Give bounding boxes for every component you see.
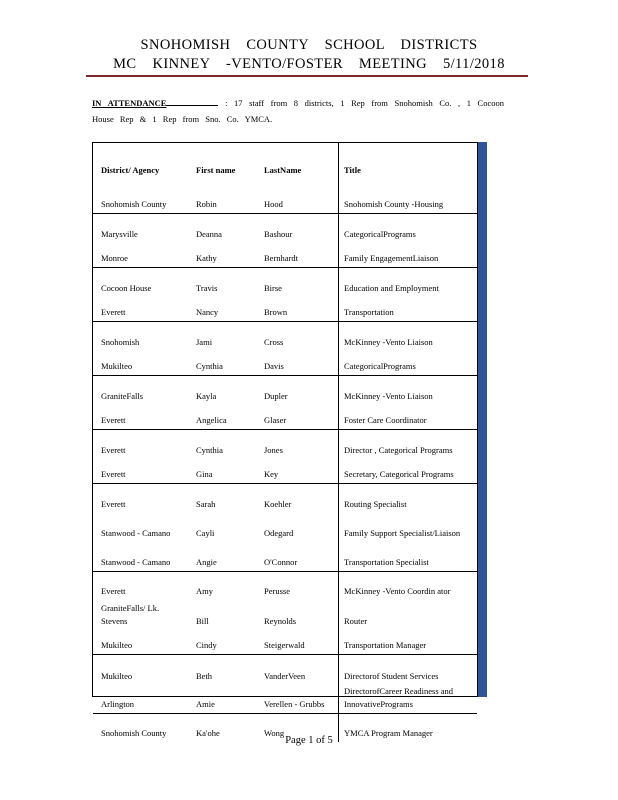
cell-first-name: Angelica	[196, 415, 227, 425]
document-title-line2: MC KINNEY -VENTO/FOSTER MEETING 5/11/2018	[113, 56, 505, 72]
cell-first-name: Deanna	[187, 214, 259, 244]
attendance-paragraph	[92, 95, 504, 127]
cell-title: McKinney -Vento Coordin ator	[339, 572, 478, 601]
cell-title: CategoricalPrograms	[339, 214, 478, 244]
cell-title: Router	[344, 616, 368, 626]
cell-district: Mukilteo	[101, 361, 133, 371]
table-row	[93, 630, 477, 655]
attendee-table-frame	[92, 142, 478, 738]
table-side-bar	[478, 142, 487, 697]
cell-last-name: Bernhardt	[259, 243, 339, 268]
cell-first-name: Cindy	[196, 640, 217, 650]
cell-first-name: Cayli	[196, 528, 215, 538]
cell-first-name: Gina	[196, 469, 213, 479]
cell-last-name: Perusse	[259, 572, 339, 601]
document-title-line1: SNOHOMISH COUNTY SCHOOL DISTRICTS	[140, 37, 478, 53]
cell-first-name: Travis	[187, 268, 259, 298]
cell-last-name: Hood	[259, 189, 339, 214]
column-header-first-name: First name	[196, 165, 236, 175]
table-row	[93, 243, 477, 268]
cell-district: Snohomish County	[101, 199, 167, 209]
cell-title: CategoricalPrograms	[344, 361, 416, 371]
cell-first-name: Bill	[196, 616, 209, 626]
table-row	[93, 600, 477, 630]
cell-district: GraniteFalls/ Lk. Stevens	[101, 603, 160, 626]
cell-last-name: Verellen - Grubbs	[259, 685, 339, 714]
cell-district: Cocoon House	[93, 268, 187, 298]
cell-title: Director , Categorical Programs	[339, 430, 478, 460]
cell-last-name: Odegard	[259, 513, 339, 542]
table-row	[93, 572, 477, 601]
cell-district: Mukilteo	[101, 640, 133, 650]
cell-district: Snohomish County	[93, 714, 187, 743]
cell-title: Transportation Specialist	[344, 557, 429, 567]
cell-last-name: Dupler	[259, 376, 339, 406]
cell-first-name: Kathy	[196, 253, 217, 263]
cell-title: Routing Specialist	[339, 484, 478, 514]
cell-first-name: Beth	[187, 655, 259, 686]
cell-first-name: Kayla	[187, 376, 259, 406]
cell-title: Secretary, Categorical Programs	[344, 469, 454, 479]
table-row	[93, 685, 477, 714]
cell-title: Family EngagementLiaison	[344, 253, 439, 263]
cell-district: Stanwood - Camano	[101, 528, 171, 538]
cell-first-name: Cynthia	[196, 361, 223, 371]
cell-last-name: Birse	[259, 268, 339, 298]
table-row	[93, 459, 477, 484]
table-row	[93, 351, 477, 376]
column-header-district: District/ Agency	[101, 165, 160, 175]
table-header-row	[93, 143, 477, 189]
cell-last-name: O'Connor	[259, 542, 339, 572]
cell-title: Transportation Manager	[344, 640, 427, 650]
cell-district: Mukilteo	[93, 655, 187, 686]
cell-district: Everett	[101, 469, 126, 479]
table-row	[93, 322, 477, 352]
cell-district: Everett	[93, 484, 187, 514]
cell-district: Stanwood - Camano	[101, 557, 171, 567]
column-header-last-name: LastName	[259, 143, 339, 189]
cell-first-name: Angie	[196, 557, 217, 567]
cell-last-name: Reynolds	[259, 600, 339, 630]
cell-first-name: Jami	[187, 322, 259, 352]
cell-first-name: Amie	[196, 699, 215, 709]
attendee-table	[93, 143, 477, 742]
attendance-text: : 17 staff from 8 districts, 1 Rep from Snohomish Co. , 1 Cocoon House Rep & 1 Rep from Sno. Co. YMCA.	[92, 98, 505, 124]
cell-title: Transportation	[344, 307, 394, 317]
title-divider	[86, 75, 528, 77]
cell-first-name: Cynthia	[187, 430, 259, 460]
table-row	[93, 268, 477, 298]
cell-last-name: Davis	[259, 351, 339, 376]
cell-first-name: Nancy	[196, 307, 219, 317]
cell-title: Family Support Specialist/Liaison	[344, 528, 461, 538]
cell-district: Everett	[101, 415, 126, 425]
cell-last-name: Glaser	[259, 405, 339, 430]
table-row	[93, 655, 477, 686]
cell-title: McKinney -Vento Liaison	[339, 376, 478, 406]
cell-last-name: Jones	[259, 430, 339, 460]
table-body	[93, 189, 477, 742]
cell-first-name: Sarah	[187, 484, 259, 514]
cell-title: Directorof Student Services	[339, 655, 478, 686]
cell-district: Everett	[101, 307, 126, 317]
cell-last-name: Steigerwald	[259, 630, 339, 655]
cell-last-name: Wong	[259, 714, 339, 743]
cell-first-name: Robin	[196, 199, 217, 209]
table-row	[93, 430, 477, 460]
cell-title: DirectorofCareer Readiness and InnovativePrograms	[344, 686, 454, 709]
column-header-title: Title	[344, 165, 361, 175]
cell-district: Monroe	[101, 253, 128, 263]
table-row	[93, 405, 477, 430]
cell-district: Everett	[93, 430, 187, 460]
cell-last-name: Key	[259, 459, 339, 484]
cell-last-name: Cross	[259, 322, 339, 352]
cell-title: YMCA Program Manager	[339, 714, 478, 743]
page-number: Page 1 of 5	[285, 735, 333, 746]
table-row	[93, 214, 477, 244]
cell-district: Everett	[93, 572, 187, 601]
cell-last-name: VanderVeen	[259, 655, 339, 686]
table-row	[93, 189, 477, 214]
cell-first-name: Amy	[187, 572, 259, 601]
cell-district: GraniteFalls	[93, 376, 187, 406]
attendance-underline	[166, 97, 218, 106]
cell-last-name: Brown	[259, 297, 339, 322]
cell-title: Education and Employment	[339, 268, 478, 298]
cell-title: Snohomish County -Housing	[344, 199, 444, 209]
cell-last-name: Koehler	[259, 484, 339, 514]
table-row	[93, 513, 477, 542]
table-row	[93, 297, 477, 322]
table-row	[93, 542, 477, 572]
cell-title: Foster Care Coordinator	[344, 415, 427, 425]
cell-district: Marysville	[93, 214, 187, 244]
table-row	[93, 376, 477, 406]
cell-district: Arlington	[101, 699, 135, 709]
cell-district: Snohomish	[93, 322, 187, 352]
attendance-label: IN ATTENDANCE	[92, 98, 167, 108]
table-row	[93, 484, 477, 514]
cell-last-name: Bashour	[259, 214, 339, 244]
cell-title: McKinney -Vento Liaison	[339, 322, 478, 352]
cell-first-name: Ka'ohe	[187, 714, 259, 743]
